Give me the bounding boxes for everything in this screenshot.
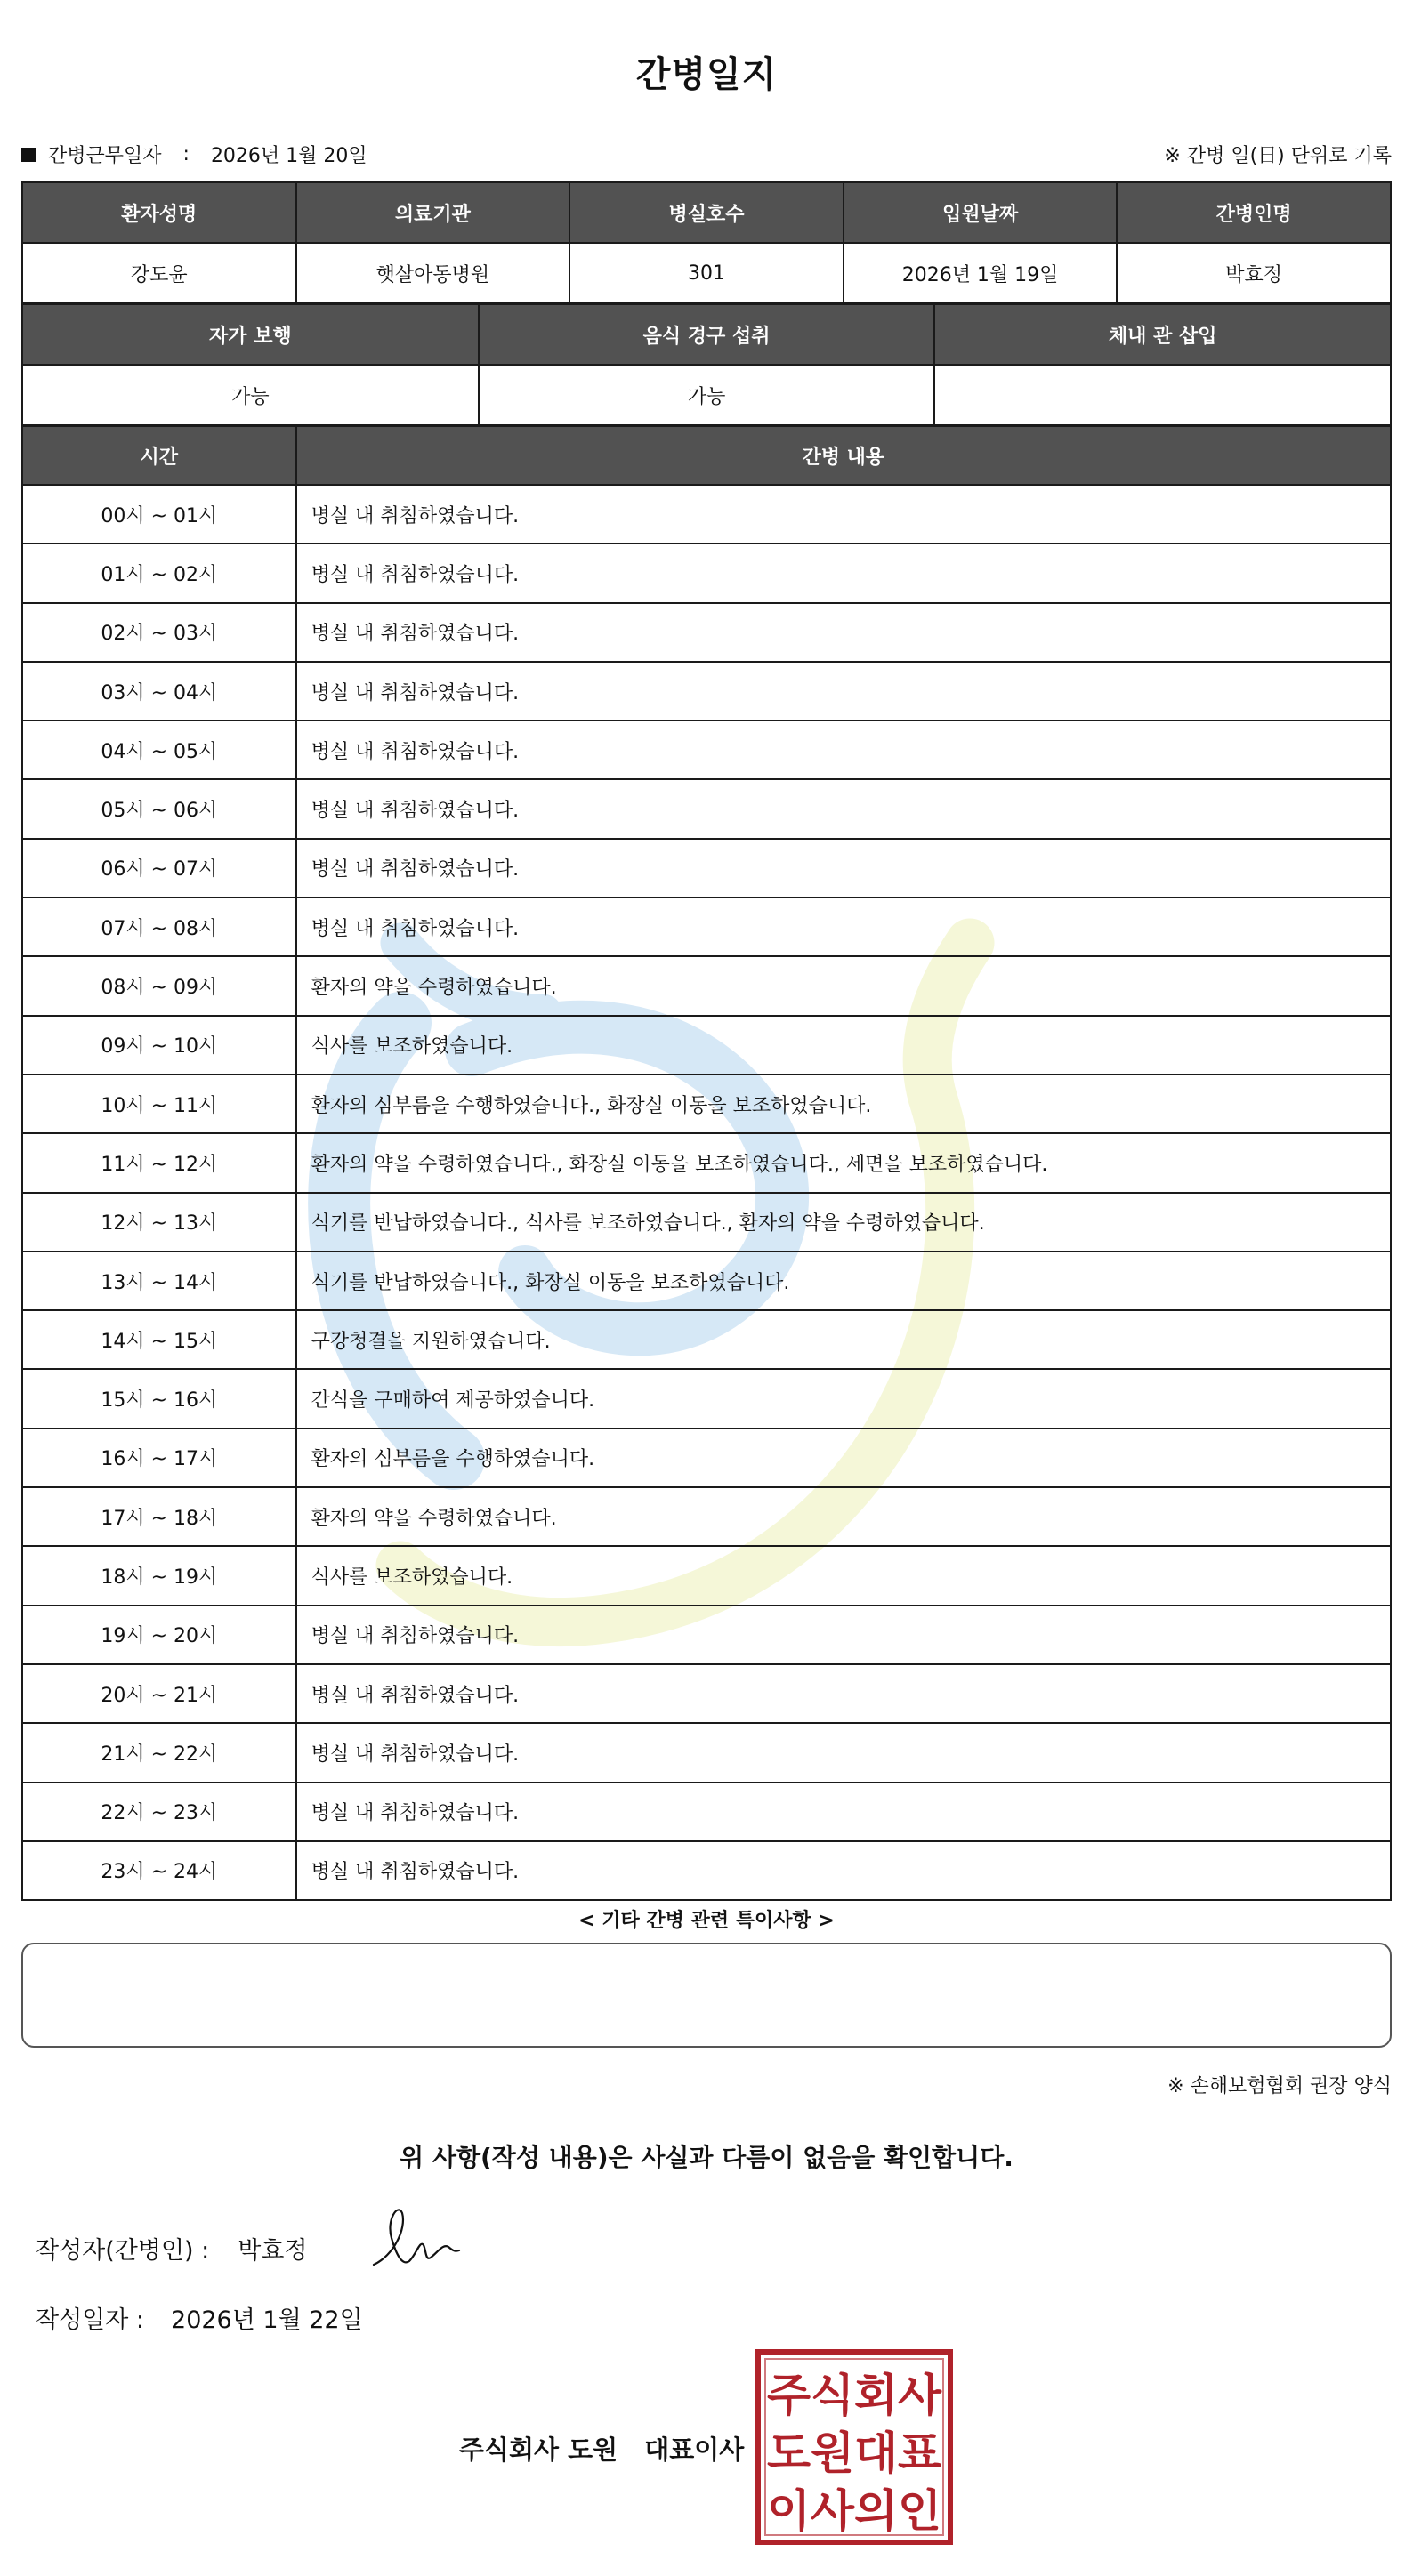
header-hospital: 의료기관	[296, 182, 570, 243]
care-content-cell: 환자의 약을 수령하였습니다.	[296, 1487, 1391, 1546]
header-time: 시간	[22, 426, 296, 485]
care-content-cell: 식기를 반납하였습니다., 화장실 이동을 보조하였습니다.	[296, 1252, 1391, 1310]
table-row	[22, 1606, 1391, 1664]
work-date-separator: :	[182, 143, 190, 165]
seal-text-line: 이사의인	[767, 2485, 941, 2537]
care-content-cell: 병실 내 취침하였습니다.	[296, 485, 1391, 543]
header-oral-intake: 음식 경구 섭취	[479, 304, 935, 365]
care-content-cell: 식기를 반납하였습니다., 식사를 보조하였습니다., 환자의 약을 수령하였습니다.	[296, 1193, 1391, 1252]
care-content-cell: 간식을 구매하여 제공하였습니다.	[296, 1369, 1391, 1428]
table-row	[22, 956, 1391, 1015]
company-name: 주식회사 도원	[459, 2435, 618, 2465]
time-cell: 03시 ~ 04시	[22, 662, 296, 720]
table-row	[22, 543, 1391, 602]
care-content-cell: 병실 내 취침하였습니다.	[296, 779, 1391, 838]
notes-title: < 기타 간병 관련 특이사항 >	[578, 1910, 835, 1932]
care-log-table	[21, 425, 1392, 1901]
time-cell: 06시 ~ 07시	[22, 839, 296, 898]
company-signature-line	[459, 2430, 744, 2467]
header-tube-insertion: 체내 관 삽입	[934, 304, 1391, 365]
time-cell: 18시 ~ 19시	[22, 1546, 296, 1605]
table-row	[22, 898, 1391, 956]
time-cell: 11시 ~ 12시	[22, 1133, 296, 1192]
time-cell: 04시 ~ 05시	[22, 720, 296, 779]
meta-row	[21, 141, 1392, 167]
special-notes-box	[21, 1943, 1392, 2048]
representative-title: 대표이사	[644, 2435, 745, 2465]
seal-text-line: 주식회사	[767, 2370, 942, 2421]
time-cell: 05시 ~ 06시	[22, 779, 296, 838]
time-cell: 07시 ~ 08시	[22, 898, 296, 956]
table-row	[22, 1016, 1391, 1075]
time-cell: 01시 ~ 02시	[22, 543, 296, 602]
time-cell: 02시 ~ 03시	[22, 603, 296, 662]
patient-status-table	[21, 303, 1392, 426]
self-walking-cell: 가능	[22, 365, 479, 425]
table-header-row	[22, 304, 1391, 365]
care-content-cell: 환자의 심부름을 수행하였습니다., 화장실 이동을 보조하였습니다.	[296, 1075, 1391, 1133]
writer-label: 작성자(간병인) :	[36, 2237, 210, 2265]
time-cell: 14시 ~ 15시	[22, 1310, 296, 1369]
room-number-cell: 301	[569, 243, 844, 303]
patient-info-table	[21, 181, 1392, 304]
table-row	[22, 1133, 1391, 1192]
time-cell: 12시 ~ 13시	[22, 1193, 296, 1252]
header-room-number: 병실호수	[569, 182, 844, 243]
header-caregiver-name: 간병인명	[1117, 182, 1391, 243]
header-care-content: 간병 내용	[296, 426, 1391, 485]
written-date-row	[36, 2300, 363, 2335]
time-cell: 19시 ~ 20시	[22, 1606, 296, 1664]
seal-text-line: 도원대표	[767, 2427, 942, 2479]
header-patient-name: 환자성명	[22, 182, 296, 243]
table-header-row	[22, 426, 1391, 485]
care-content-cell: 구강청결을 지원하였습니다.	[296, 1310, 1391, 1369]
time-cell: 23시 ~ 24시	[22, 1841, 296, 1900]
care-content-cell: 병실 내 취침하였습니다.	[296, 1783, 1391, 1841]
care-content-cell: 식사를 보조하였습니다.	[296, 1016, 1391, 1075]
table-row	[22, 779, 1391, 838]
header-admission-date: 입원날짜	[844, 182, 1118, 243]
care-content-cell: 식사를 보조하였습니다.	[296, 1546, 1391, 1605]
writer-name: 박효정	[238, 2237, 308, 2265]
time-cell: 22시 ~ 23시	[22, 1783, 296, 1841]
time-cell: 10시 ~ 11시	[22, 1075, 296, 1133]
table-row	[22, 839, 1391, 898]
written-date-value: 2026년 1월 22일	[171, 2306, 363, 2334]
table-row	[22, 243, 1391, 303]
care-content-cell: 환자의 약을 수령하였습니다.	[296, 956, 1391, 1015]
form-source-note: ※ 손해보험협회 권장 양식	[1167, 2075, 1392, 2097]
time-cell: 00시 ~ 01시	[22, 485, 296, 543]
table-row	[22, 1723, 1391, 1782]
care-content-cell: 환자의 약을 수령하였습니다., 화장실 이동을 보조하였습니다., 세면을 보조하였습니다.	[296, 1133, 1391, 1192]
care-content-cell: 병실 내 취침하였습니다.	[296, 603, 1391, 662]
care-content-cell: 병실 내 취침하였습니다.	[296, 839, 1391, 898]
writer-row	[36, 2231, 308, 2266]
care-content-cell: 병실 내 취침하였습니다.	[296, 898, 1391, 956]
admission-date-cell: 2026년 1월 19일	[844, 243, 1118, 303]
confirmation-statement: 위 사항(작성 내용)은 사실과 다름이 없음을 확인합니다.	[400, 2143, 1013, 2172]
time-cell: 16시 ~ 17시	[22, 1429, 296, 1487]
time-cell: 13시 ~ 14시	[22, 1252, 296, 1310]
table-row	[22, 603, 1391, 662]
square-bullet-icon	[21, 148, 36, 162]
time-cell: 21시 ~ 22시	[22, 1723, 296, 1782]
time-cell: 20시 ~ 21시	[22, 1664, 296, 1723]
care-content-cell: 병실 내 취침하였습니다.	[296, 543, 1391, 602]
care-content-cell: 병실 내 취침하였습니다.	[296, 662, 1391, 720]
table-row	[22, 1487, 1391, 1546]
hospital-cell: 햇살아동병원	[296, 243, 570, 303]
time-cell: 08시 ~ 09시	[22, 956, 296, 1015]
handwritten-signature	[367, 2202, 464, 2274]
caregiver-name-cell: 박효정	[1117, 243, 1391, 303]
care-content-cell: 병실 내 취침하였습니다.	[296, 1841, 1391, 1900]
work-date-label: 간병근무일자	[48, 145, 162, 167]
table-row	[22, 1429, 1391, 1487]
table-header-row	[22, 182, 1391, 243]
table-row	[22, 1252, 1391, 1310]
care-content-cell: 병실 내 취침하였습니다.	[296, 1723, 1391, 1782]
care-content-cell: 병실 내 취침하였습니다.	[296, 720, 1391, 779]
patient-name-cell: 강도윤	[22, 243, 296, 303]
table-row	[22, 1310, 1391, 1369]
record-unit-note: ※ 간병 일(日) 단위로 기록	[1164, 145, 1392, 167]
table-row	[22, 662, 1391, 720]
table-row	[22, 1546, 1391, 1605]
table-row	[22, 1664, 1391, 1723]
table-row	[22, 720, 1391, 779]
table-row	[22, 1841, 1391, 1900]
work-date-value: 2026년 1월 20일	[210, 145, 367, 167]
table-row	[22, 1369, 1391, 1428]
table-row	[22, 1783, 1391, 1841]
care-content-cell: 병실 내 취침하였습니다.	[296, 1664, 1391, 1723]
time-cell: 15시 ~ 16시	[22, 1369, 296, 1428]
page-title: 간병일지	[635, 54, 778, 95]
header-self-walking: 자가 보행	[22, 304, 479, 365]
time-cell: 17시 ~ 18시	[22, 1487, 296, 1546]
table-row	[22, 1193, 1391, 1252]
company-seal-stamp	[755, 2348, 954, 2546]
care-content-cell: 병실 내 취침하였습니다.	[296, 1606, 1391, 1664]
oral-intake-cell: 가능	[479, 365, 935, 425]
table-row	[22, 1075, 1391, 1133]
care-content-cell: 환자의 심부름을 수행하였습니다.	[296, 1429, 1391, 1487]
table-row	[22, 365, 1391, 425]
tube-insertion-cell	[934, 365, 1391, 425]
written-date-label: 작성일자 :	[36, 2306, 145, 2334]
work-date	[21, 141, 367, 168]
care-log-body	[22, 485, 1391, 1900]
time-cell: 09시 ~ 10시	[22, 1016, 296, 1075]
table-row	[22, 485, 1391, 543]
